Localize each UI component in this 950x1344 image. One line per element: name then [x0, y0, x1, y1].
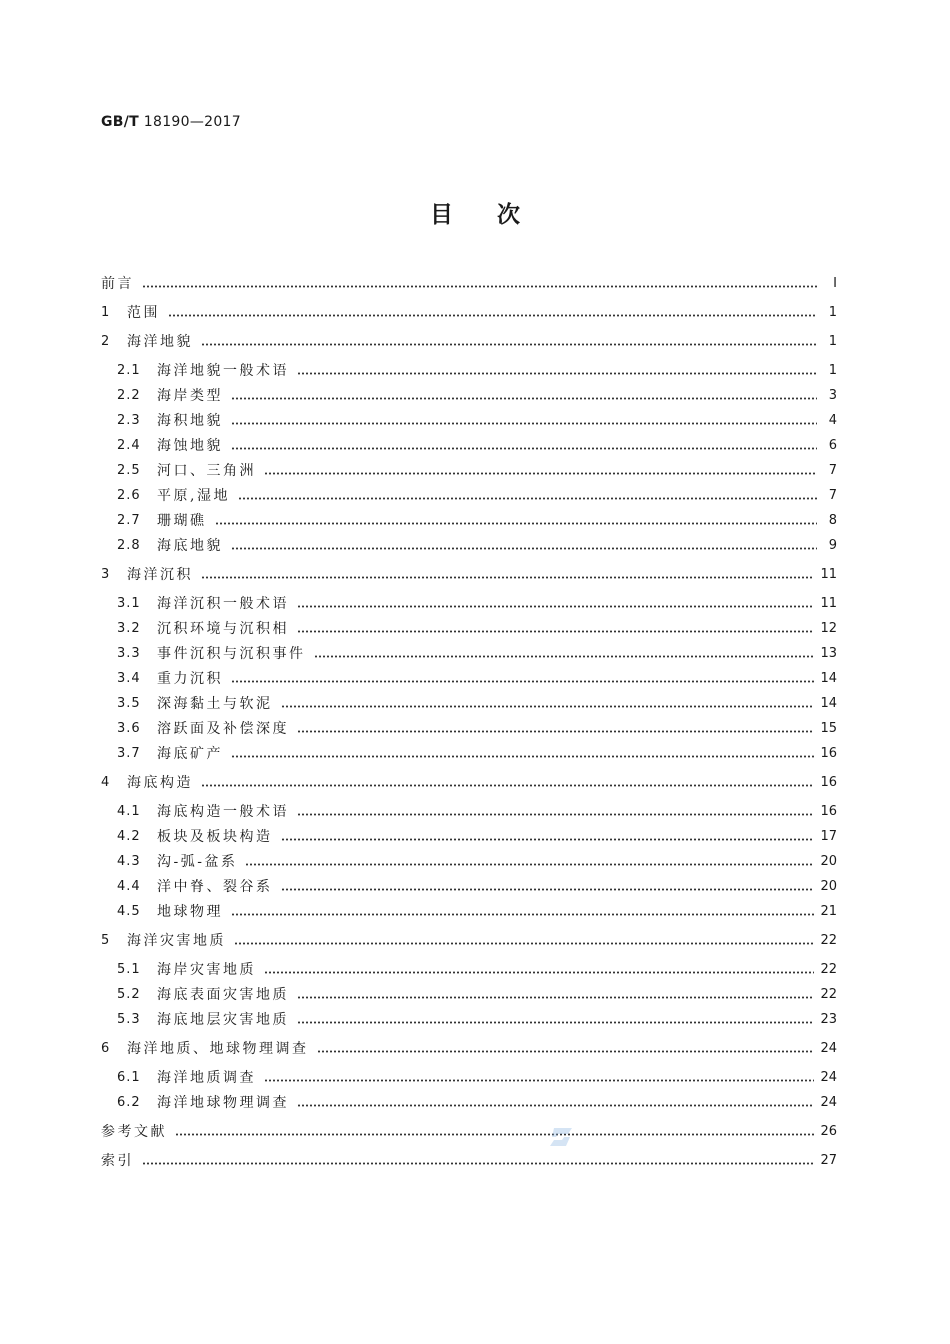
toc-entry-label: 参考文献	[101, 1124, 167, 1140]
toc-dot-leader	[231, 547, 817, 550]
watermark-logo-icon	[548, 1126, 574, 1148]
toc-entry-label: 平原,湿地	[157, 488, 230, 504]
standard-code-prefix: GB/T	[101, 114, 140, 130]
toc-entry-number: 5.3	[117, 1012, 141, 1027]
toc-entry[interactable]	[117, 1092, 837, 1114]
toc-entry[interactable]	[117, 801, 837, 823]
toc-entry-page: 27	[820, 1153, 837, 1168]
toc-entry-page: 23	[820, 1012, 837, 1027]
standard-code	[101, 114, 241, 130]
toc-entry-number: 2.1	[117, 363, 141, 378]
toc-entry-label: 海底表面灾害地质	[157, 987, 289, 1003]
toc-entry[interactable]	[101, 1038, 837, 1060]
toc-dot-leader	[297, 630, 814, 633]
toc-entry-page: 13	[820, 646, 837, 661]
toc-entry-number: 2.4	[117, 438, 141, 453]
toc-entry[interactable]	[117, 643, 837, 665]
toc-entry[interactable]	[101, 564, 837, 586]
toc-entry-label: 溶跃面及补偿深度	[157, 721, 289, 737]
toc-dot-leader	[297, 605, 814, 608]
toc-entry-label: 海蚀地貌	[157, 438, 223, 454]
toc-entry-label: 沉积环境与沉积相	[157, 621, 289, 637]
toc-entry-page: 17	[820, 829, 837, 844]
toc-entry-label: 重力沉积	[157, 671, 223, 687]
toc-entry-page: 1	[828, 305, 837, 320]
toc-entry-page: 14	[820, 671, 837, 686]
toc-dot-leader	[231, 397, 817, 400]
toc-entry[interactable]	[101, 1150, 837, 1172]
toc-entry-label: 海洋沉积一般术语	[157, 596, 289, 612]
toc-entry[interactable]	[117, 1009, 837, 1031]
toc-entry-label: 海洋地球物理调查	[157, 1095, 289, 1111]
toc-dot-leader	[297, 813, 814, 816]
toc-dot-leader	[245, 863, 814, 866]
toc-entry[interactable]	[117, 593, 837, 615]
toc-entry-label: 沟-弧-盆系	[157, 854, 238, 870]
toc-entry-page: 26	[820, 1124, 837, 1139]
toc-entry-page: 16	[820, 746, 837, 761]
toc-entry-number: 3.3	[117, 646, 141, 661]
toc-entry-page: 20	[820, 879, 837, 894]
toc-entry-label: 海洋沉积	[127, 567, 193, 583]
toc-entry-label: 海底地层灾害地质	[157, 1012, 289, 1028]
toc-dot-leader	[142, 1162, 814, 1165]
toc-entry-page: 16	[820, 804, 837, 819]
toc-entry[interactable]	[117, 485, 837, 507]
toc-entry-number: 2.2	[117, 388, 141, 403]
toc-entry-page: 3	[828, 388, 837, 403]
toc-entry-label: 地球物理	[157, 904, 223, 920]
toc-entry-number: 3.7	[117, 746, 141, 761]
toc-entry-label: 海洋地貌	[127, 334, 193, 350]
toc-entry[interactable]	[117, 360, 837, 382]
toc-entry[interactable]	[117, 876, 837, 898]
toc-entry[interactable]	[117, 826, 837, 848]
toc-entry-page: 11	[820, 567, 837, 582]
toc-entry-page: 24	[820, 1070, 837, 1085]
toc-entry-label: 海底矿产	[157, 746, 223, 762]
toc-entry[interactable]	[117, 435, 837, 457]
toc-entry-number: 2	[101, 334, 111, 349]
toc-dot-leader	[231, 755, 814, 758]
toc-entry[interactable]	[117, 1067, 837, 1089]
toc-entry-page: 1	[828, 363, 837, 378]
toc-dot-leader	[238, 497, 817, 500]
toc-entry-number: 3.1	[117, 596, 141, 611]
toc-dot-leader	[201, 784, 814, 787]
toc-dot-leader	[234, 942, 814, 945]
toc-entry[interactable]	[117, 668, 837, 690]
toc-entry-number: 6.1	[117, 1070, 141, 1085]
toc-dot-leader	[297, 1021, 814, 1024]
toc-entry-number: 4.2	[117, 829, 141, 844]
toc-entry-page: 21	[820, 904, 837, 919]
toc-dot-leader	[201, 343, 817, 346]
toc-entry-page: 22	[820, 987, 837, 1002]
toc-entry-label: 珊瑚礁	[157, 513, 207, 529]
toc-entry-label: 洋中脊、裂谷系	[157, 879, 273, 895]
toc-entry-page: 6	[828, 438, 837, 453]
toc-entry-number: 2.5	[117, 463, 141, 478]
toc-entry-label: 事件沉积与沉积事件	[157, 646, 306, 662]
toc-entry-label: 板块及板块构造	[157, 829, 273, 845]
toc-entry-number: 3	[101, 567, 111, 582]
toc-entry-page: 8	[828, 513, 837, 528]
toc-entry-page: 14	[820, 696, 837, 711]
toc-entry[interactable]	[117, 618, 837, 640]
toc-entry-number: 5.2	[117, 987, 141, 1002]
toc-entry[interactable]	[117, 510, 837, 532]
toc-entry-label: 海洋地质调查	[157, 1070, 256, 1086]
toc-entry[interactable]	[117, 410, 837, 432]
toc-entry-label: 海底构造一般术语	[157, 804, 289, 820]
toc-entry-label: 海岸类型	[157, 388, 223, 404]
toc-dot-leader	[281, 888, 815, 891]
toc-entry[interactable]	[101, 331, 837, 353]
toc-entry-page: 16	[820, 775, 837, 790]
toc-dot-leader	[175, 1133, 814, 1136]
toc-entry-number: 2.7	[117, 513, 141, 528]
page-title: 目次	[430, 202, 564, 228]
toc-entry[interactable]	[101, 772, 837, 794]
toc-entry-page: 11	[820, 596, 837, 611]
toc-dot-leader	[281, 838, 815, 841]
toc-entry-number: 4	[101, 775, 111, 790]
toc-entry-number: 2.6	[117, 488, 141, 503]
toc-entry[interactable]	[117, 984, 837, 1006]
toc-dot-leader	[231, 913, 814, 916]
toc-entry-page: 15	[820, 721, 837, 736]
toc-dot-leader	[215, 522, 818, 525]
toc-entry[interactable]	[117, 718, 837, 740]
toc-entry-page: 7	[828, 488, 837, 503]
toc-entry-label: 海积地貌	[157, 413, 223, 429]
toc-entry-page: 24	[820, 1095, 837, 1110]
toc-entry-label: 海洋地质、地球物理调查	[127, 1041, 309, 1057]
toc-entry-label: 索引	[101, 1153, 134, 1169]
toc-dot-leader	[317, 1050, 815, 1053]
toc-dot-leader	[281, 705, 815, 708]
toc-entry-number: 2.3	[117, 413, 141, 428]
toc-entry-label: 海底地貌	[157, 538, 223, 554]
toc-entry-label: 海洋灾害地质	[127, 933, 226, 949]
toc-entry-number: 6	[101, 1041, 111, 1056]
toc-entry-label: 前言	[101, 276, 134, 292]
toc-entry-number: 4.1	[117, 804, 141, 819]
toc-entry[interactable]	[101, 273, 837, 295]
toc-entry[interactable]	[117, 851, 837, 873]
toc-entry[interactable]	[117, 535, 837, 557]
standard-code-number: 18190—2017	[143, 114, 241, 130]
toc-entry-number: 3.6	[117, 721, 141, 736]
toc-entry-page: Ⅰ	[833, 276, 837, 291]
toc-dot-leader	[297, 1104, 814, 1107]
toc-entry-label: 河口、三角洲	[157, 463, 256, 479]
toc-dot-leader	[264, 472, 817, 475]
toc-dot-leader	[297, 730, 814, 733]
toc-dot-leader	[231, 422, 817, 425]
toc-entry-number: 4.4	[117, 879, 141, 894]
toc-entry-page: 12	[820, 621, 837, 636]
toc-entry-page: 22	[820, 962, 837, 977]
toc-dot-leader	[314, 655, 815, 658]
toc-entry-label: 海岸灾害地质	[157, 962, 256, 978]
toc-entry[interactable]	[117, 959, 837, 981]
toc-entry[interactable]	[117, 693, 837, 715]
toc-entry[interactable]	[117, 901, 837, 923]
toc-entry-number: 4.5	[117, 904, 141, 919]
toc-entry-number: 4.3	[117, 854, 141, 869]
toc-dot-leader	[297, 996, 814, 999]
toc-entry[interactable]	[117, 460, 837, 482]
toc-entry[interactable]	[101, 930, 837, 952]
toc-entry[interactable]	[117, 743, 837, 765]
toc-dot-leader	[201, 576, 814, 579]
toc-entry[interactable]	[101, 1121, 837, 1143]
toc-entry-page: 4	[828, 413, 837, 428]
toc-entry-page: 22	[820, 933, 837, 948]
toc-dot-leader	[231, 447, 817, 450]
toc-entry-label: 海洋地貌一般术语	[157, 363, 289, 379]
toc-entry-page: 9	[828, 538, 837, 553]
toc-entry-page: 7	[828, 463, 837, 478]
toc-entry-label: 海底构造	[127, 775, 193, 791]
toc-entry-number: 3.4	[117, 671, 141, 686]
toc-entry[interactable]	[101, 302, 837, 324]
toc-entry-number: 6.2	[117, 1095, 141, 1110]
toc-entry-number: 2.8	[117, 538, 141, 553]
toc-entry-number: 3.2	[117, 621, 141, 636]
toc-entry-page: 1	[828, 334, 837, 349]
toc-entry-number: 3.5	[117, 696, 141, 711]
toc-entry-number: 1	[101, 305, 111, 320]
toc-entry-label: 深海黏土与软泥	[157, 696, 273, 712]
toc-entry-number: 5.1	[117, 962, 141, 977]
toc-dot-leader	[264, 1079, 814, 1082]
toc-entry-page: 20	[820, 854, 837, 869]
toc-entry-number: 5	[101, 933, 111, 948]
toc-dot-leader	[297, 372, 817, 375]
toc-entry[interactable]	[117, 385, 837, 407]
toc-dot-leader	[231, 680, 814, 683]
toc-dot-leader	[264, 971, 814, 974]
toc-dot-leader	[142, 285, 817, 288]
toc-dot-leader	[168, 314, 817, 317]
toc-entry-label: 范围	[127, 305, 160, 321]
toc-entry-page: 24	[820, 1041, 837, 1056]
